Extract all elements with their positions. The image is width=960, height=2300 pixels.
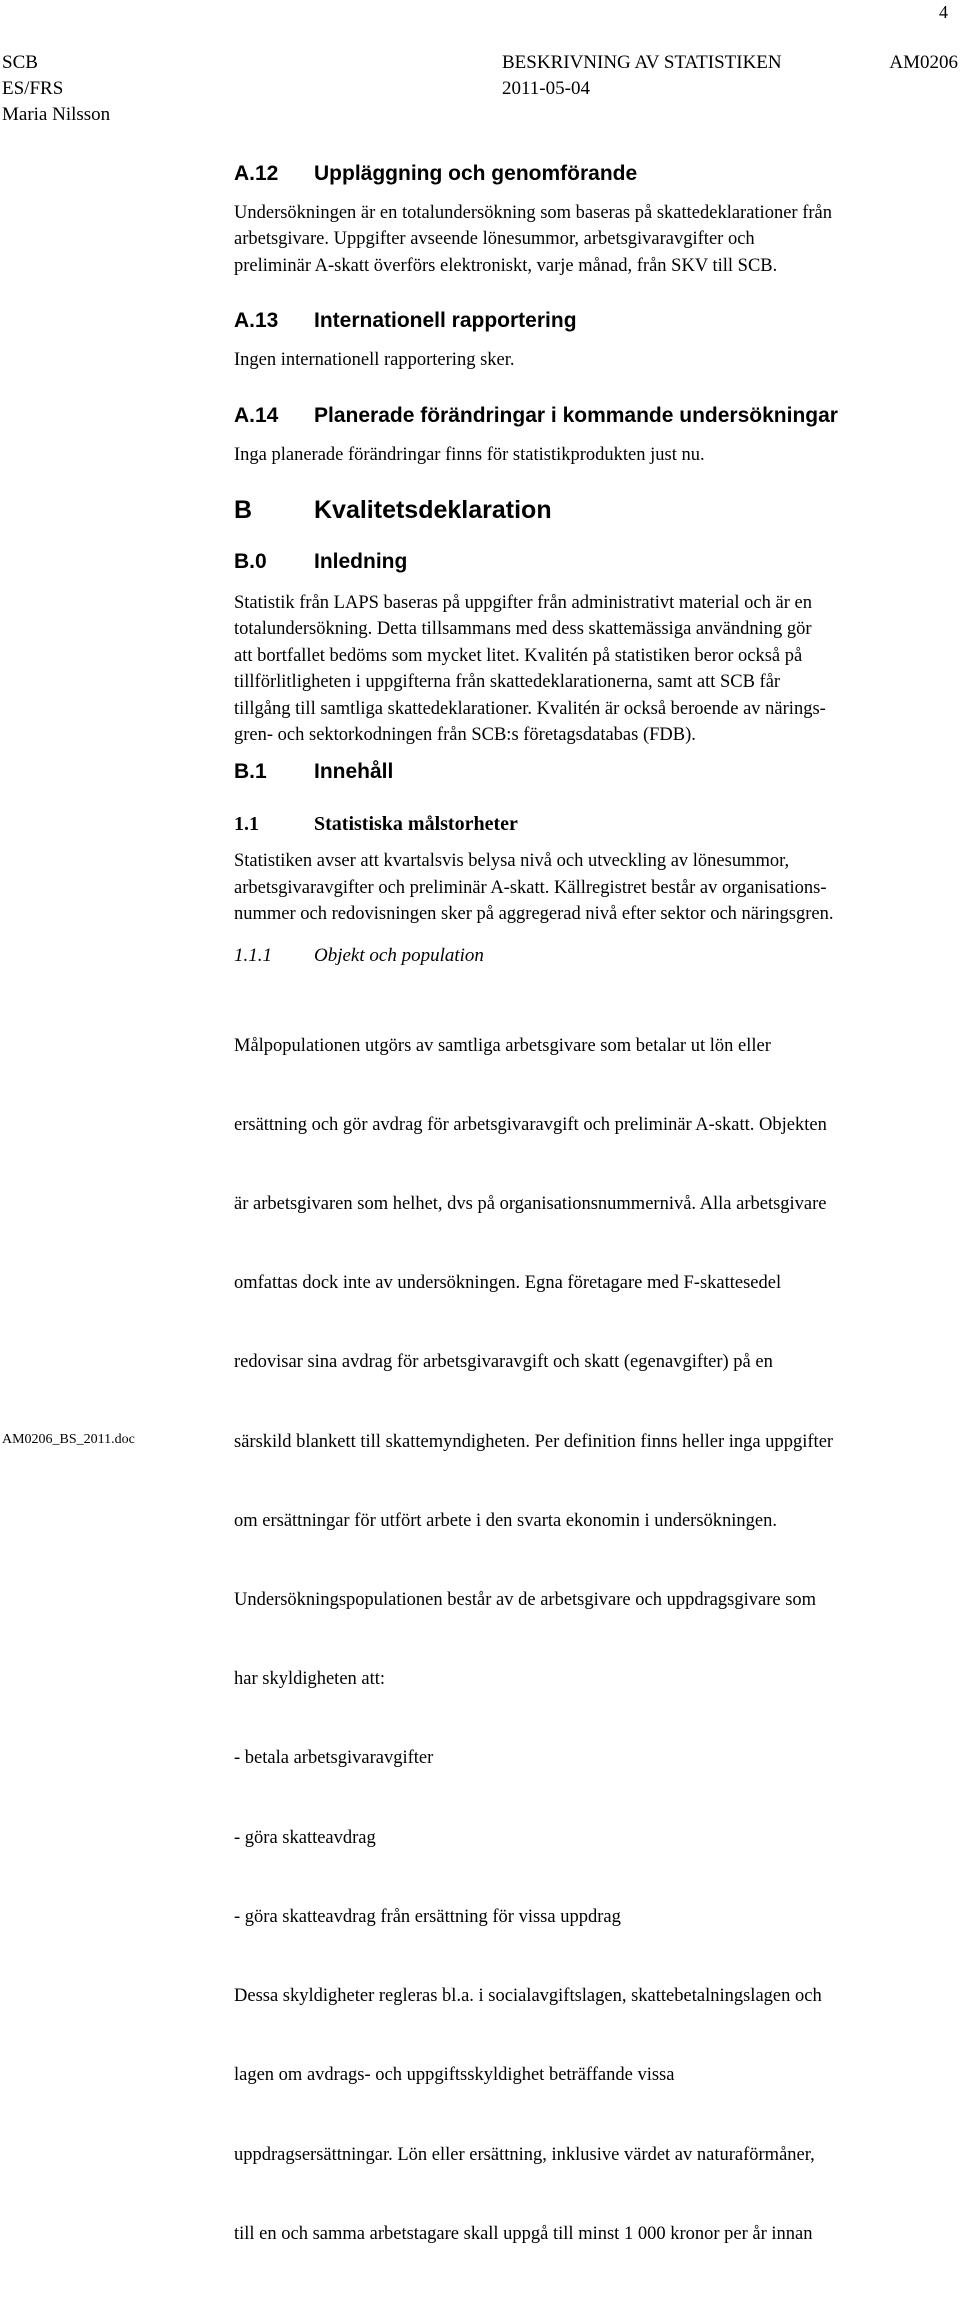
text-line: till en och samma arbetstagare skall uppgå till minst 1 000 kronor per år innan (234, 2223, 813, 2244)
text-line: ersättning och gör avdrag för arbetsgivaravgift och preliminär A-skatt. Objekten (234, 1114, 827, 1135)
header-author: Maria Nilsson (2, 104, 111, 125)
header-doc-code: AM0206 (889, 52, 958, 73)
paragraph-a12 (234, 200, 934, 279)
heading-b (234, 494, 934, 526)
list-item: - göra skatteavdrag från ersättning för vissa uppdrag (234, 1906, 621, 1927)
heading-b1 (234, 758, 934, 786)
text-line: är arbetsgivaren som helhet, dvs på organisationsnummernivå. Alla arbetsgivare (234, 1193, 827, 1214)
text-line: Undersökningspopulationen består av de arbetsgivare och uppdragsgivare som (234, 1590, 817, 1611)
text-line: tillgång till samtliga skattedeklarationer. Kvalitén är också beroende av närings- (234, 698, 826, 719)
text-line: nummer och redovisningen sker på aggregerad nivå efter sektor och näringsgren. (234, 904, 834, 925)
heading-number: A.12 (234, 162, 279, 185)
list-item: - göra skatteavdrag (234, 1827, 376, 1848)
text-line: Statistik från LAPS baseras på uppgifter från administrativt material och är en (234, 593, 812, 614)
text-line: Målpopulationen utgörs av samtliga arbetsgivare som betalar ut lön eller (234, 1035, 771, 1056)
header-doc-title: BESKRIVNING AV STATISTIKEN (502, 52, 782, 73)
text-line: totalundersökning. Detta tillsammans med dess skattemässiga användning gör (234, 619, 812, 640)
heading-title: Internationell rapportering (314, 309, 577, 333)
heading-number: 1.1 (234, 813, 259, 836)
heading-1-1 (234, 810, 934, 838)
heading-a12 (234, 160, 934, 188)
text-line: särskild blankett till skattemyndigheten. Per definition finns heller inga uppgifter (234, 1431, 834, 1452)
heading-1-1-1 (234, 942, 934, 970)
heading-b0 (234, 548, 934, 576)
text-line: lagen om avdrags- och uppgiftsskyldighet beträffande vissa (234, 2065, 675, 2086)
text-line: har skyldigheten att: (234, 1669, 386, 1690)
heading-a14 (234, 402, 934, 430)
heading-title: Uppläggning och genomförande (314, 162, 638, 185)
text-line: arbetsgivaravgifter och preliminär A-skatt. Källregistret består av organisations- (234, 877, 827, 898)
heading-number: A.14 (234, 403, 279, 427)
text-line: Statistiken avser att kvartalsvis belysa nivå och utveckling av lönesummor, (234, 851, 790, 872)
text-line: om ersättningar för utfört arbete i den svarta ekonomin i undersökningen. (234, 1510, 778, 1531)
page-number: 4 (939, 2, 948, 22)
text-line: preliminär A-skatt överförs elektroniskt, varje månad, från SKV till SCB. (234, 255, 778, 276)
heading-title: Planerade förändringar i kommande undersökningar (314, 403, 838, 427)
heading-title: Kvalitetsdeklaration (314, 496, 552, 525)
heading-number: B (234, 496, 253, 525)
header-left (2, 50, 110, 128)
footer-filename: AM0206_BS_2011.doc (2, 1432, 135, 1447)
text-line: Undersökningen är en totalundersökning som baseras på skattedeklarationer från (234, 203, 832, 223)
text-line: att bortfallet bedöms som mycket litet. Kvalitén på statistiken beror också på (234, 645, 803, 666)
text-line: Dessa skyldigheter regleras bl.a. i socialavgiftslagen, skattebetalningslagen och (234, 1986, 822, 2007)
text-line: uppdragsersättningar. Lön eller ersättning, inklusive värdet av naturaförmåner, (234, 2144, 815, 2165)
header-org: SCB (2, 52, 38, 73)
header-center (502, 50, 782, 102)
list-item: - betala arbetsgivaravgifter (234, 1748, 434, 1769)
text-line: Ingen internationell rapportering sker. (234, 350, 515, 371)
text-line: tillförlitligheten i uppgifterna från skattedeklarationerna, samt att SCB får (234, 672, 781, 693)
paragraph-a14 (234, 442, 934, 468)
heading-title: Innehåll (314, 760, 394, 784)
heading-number: 1.1.1 (234, 944, 272, 966)
paragraph-b0 (234, 590, 934, 748)
header-right (889, 50, 958, 76)
header-unit: ES/FRS (2, 78, 64, 99)
paragraph-a13 (234, 347, 934, 373)
heading-title: Objekt och population (314, 944, 484, 966)
document-body (234, 160, 934, 2300)
heading-number: B.0 (234, 550, 267, 574)
paragraph-1-1-1 (234, 980, 934, 2300)
heading-a13 (234, 307, 934, 335)
heading-number: A.13 (234, 309, 279, 333)
heading-title: Inledning (314, 550, 408, 574)
paragraph-1-1 (234, 848, 934, 927)
text-line: arbetsgivare. Uppgifter avseende lönesummor, arbetsgivaravgifter och (234, 229, 755, 250)
text-line: gren- och sektorkodningen från SCB:s företagsdatabas (FDB). (234, 725, 696, 746)
heading-title: Statistiska målstorheter (314, 813, 518, 836)
header-date: 2011-05-04 (502, 78, 590, 99)
text-line: redovisar sina avdrag för arbetsgivaravgift och skatt (egenavgifter) på en (234, 1352, 773, 1373)
text-line: Inga planerade förändringar finns för statistikprodukten just nu. (234, 444, 705, 465)
text-line: omfattas dock inte av undersökningen. Egna företagare med F-skattesedel (234, 1273, 782, 1294)
heading-number: B.1 (234, 760, 267, 784)
